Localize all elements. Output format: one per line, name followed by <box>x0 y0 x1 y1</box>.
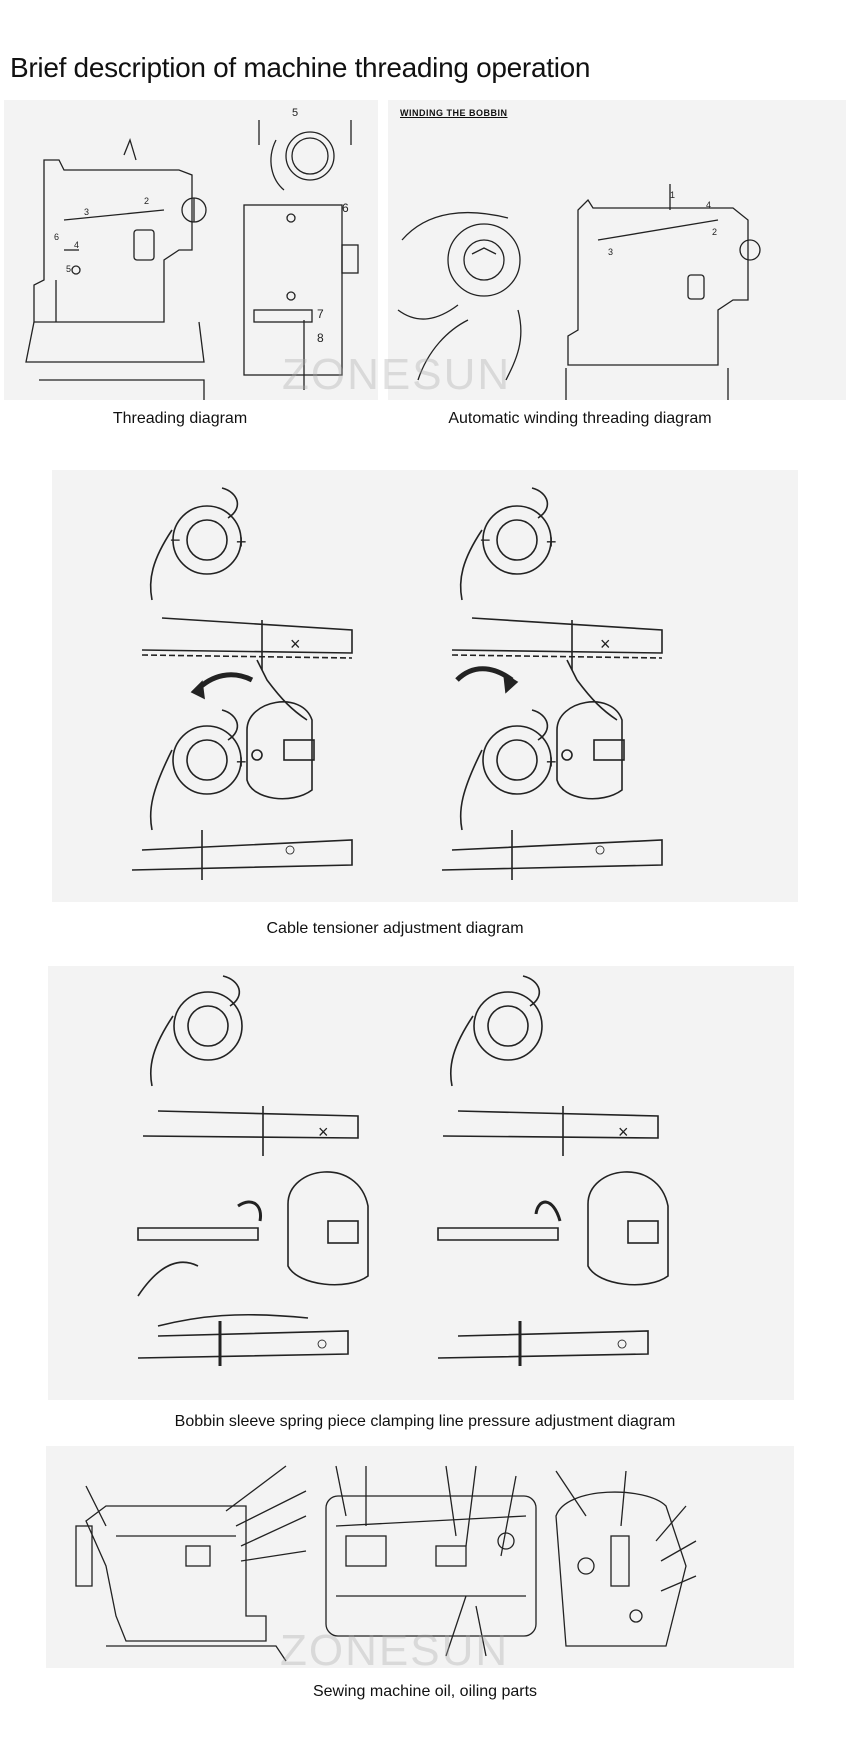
bobbin-spring-panel <box>48 966 794 1400</box>
mark-o-4: ○ <box>616 1333 629 1355</box>
label-1: 1 <box>670 190 676 200</box>
label-3b: 3 <box>608 247 614 257</box>
label-7: 7 <box>317 307 324 321</box>
label-4b: 4 <box>706 200 712 210</box>
mark-x-3: × <box>318 1122 329 1142</box>
svg-text:+: + <box>546 532 557 552</box>
label-5: 5 <box>292 107 299 119</box>
mark-x-2: × <box>600 634 611 654</box>
mark-x-1: × <box>290 634 301 654</box>
watermark-2: ZONESUN <box>280 1626 510 1675</box>
label-2: 2 <box>144 196 150 206</box>
mark-x-4: × <box>618 1122 629 1142</box>
tensioner-panel <box>52 470 798 902</box>
mark-o-2: ○ <box>594 839 607 861</box>
mark-o-1: ○ <box>284 839 297 861</box>
watermark: ZONESUN <box>282 350 512 399</box>
caption-tensioner: Cable tensioner adjustment diagram <box>266 920 524 937</box>
svg-text:−: − <box>170 530 181 550</box>
caption-bobbin-spring: Bobbin sleeve spring piece clamping line pressure adjustment diagram <box>174 1413 676 1430</box>
page-title: Brief description of machine threading operation <box>10 52 591 83</box>
label-6b: 6 <box>54 232 60 242</box>
caption-threading: Threading diagram <box>112 410 248 427</box>
winding-heading: WINDING THE BOBBIN <box>400 108 508 118</box>
svg-text:+: + <box>236 752 247 772</box>
label-5b: 5 <box>66 264 72 274</box>
mark-o-3: ○ <box>316 1333 329 1355</box>
caption-oiling: Sewing machine oil, oiling parts <box>312 1683 538 1700</box>
caption-winding: Automatic winding threading diagram <box>448 410 712 427</box>
label-4: 4 <box>74 240 80 250</box>
svg-text:+: + <box>546 752 557 772</box>
label-2b: 2 <box>712 227 718 237</box>
label-3: 3 <box>84 207 90 217</box>
svg-text:−: − <box>480 530 491 550</box>
label-6: 6 <box>342 201 349 215</box>
svg-text:+: + <box>236 532 247 552</box>
label-8: 8 <box>317 331 324 345</box>
